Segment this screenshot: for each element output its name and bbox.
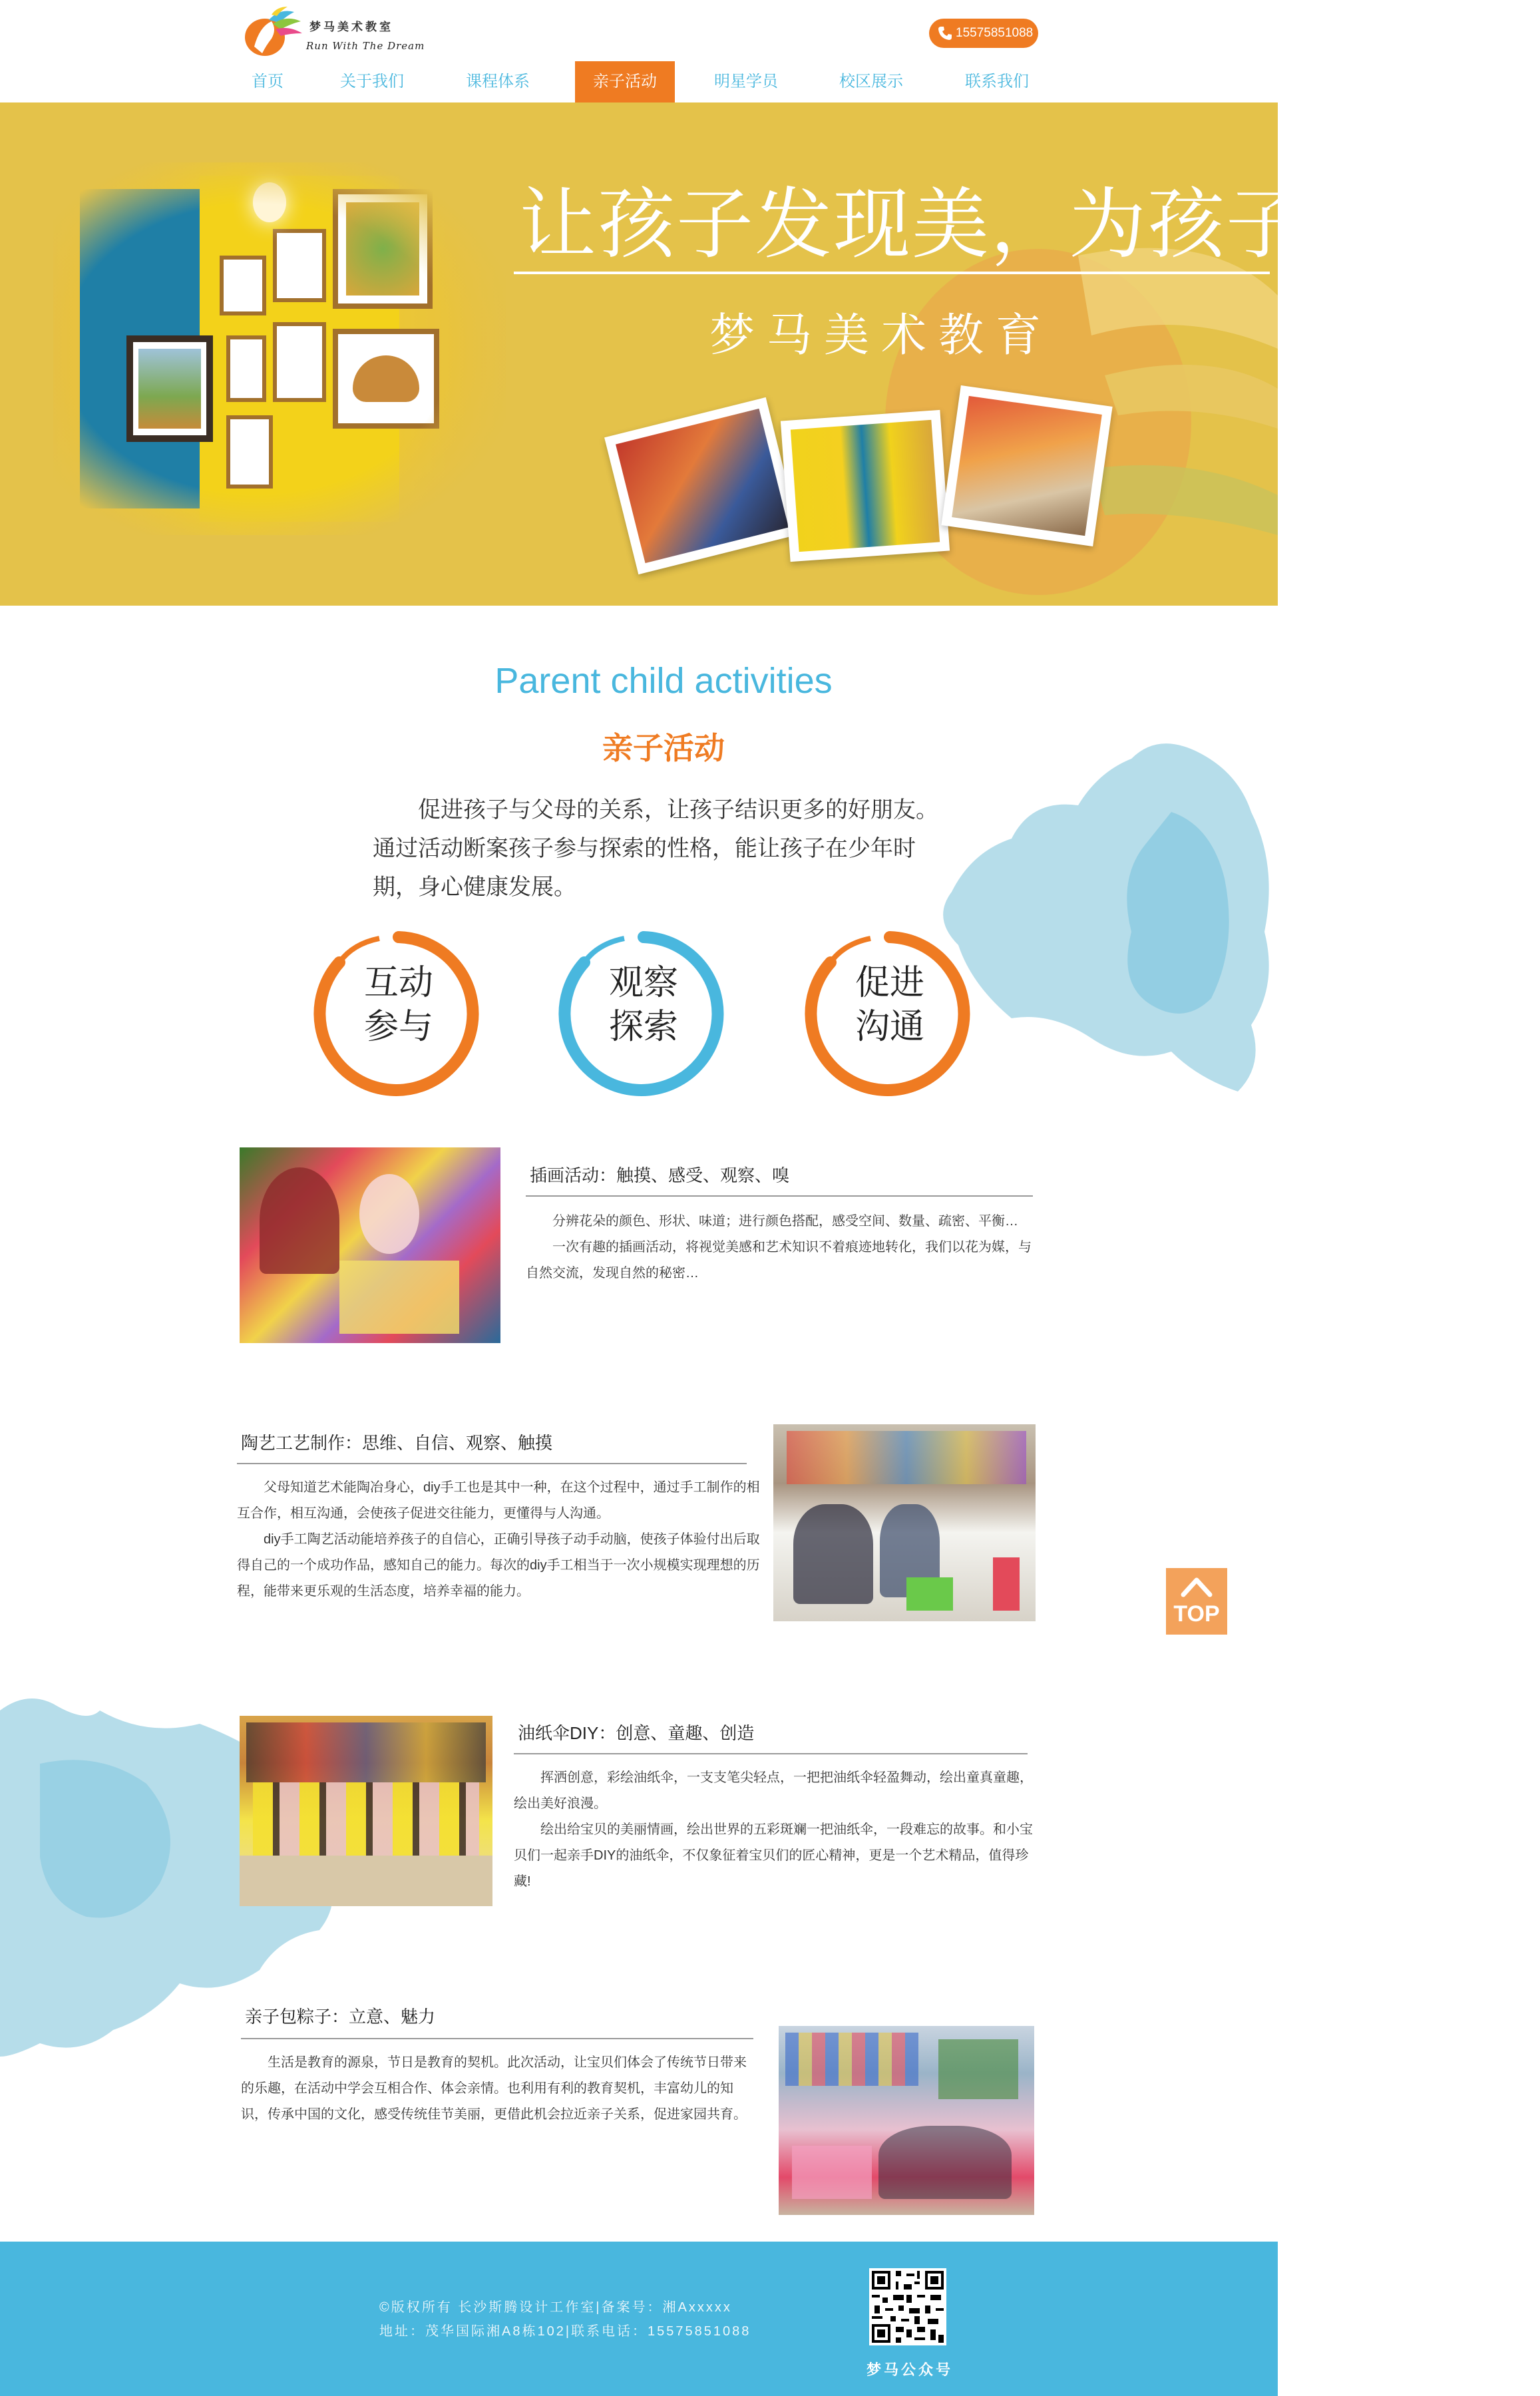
footer-address: 地址：茂华国际湘A8栋102|联系电话：15575851088 [379, 2324, 751, 2339]
site-header [0, 0, 1278, 102]
feature-circle-interact [313, 928, 484, 1099]
activity-title: 陶艺工艺制作：思维、自信、观察、触摸 [241, 1433, 553, 1453]
feature-circle-line2: 参与 [363, 1008, 433, 1046]
activity-paragraph: 生活是教育的源泉，节日是教育的契机。此次活动，让宝贝们体会了传统节日带来的乐趣，在活动中学会互相合作、体会亲情。也利用有利的教育契机，丰富幼儿的知识，传承中国的文化，感受传统佳节美丽，更借此机会拉近亲子关系，促进家园共育。 [241, 2055, 747, 2122]
logo-english-text: Run With The Dream [306, 40, 425, 52]
feature-circle-line1: 促进 [855, 964, 924, 1002]
activity-paragraph: 分辨花朵的颜色、形状、味道；进行颜色搭配，感受空间、数量、疏密、平衡… [552, 1214, 1018, 1229]
activity-title: 亲子包粽子：立意、魅力 [245, 2007, 436, 2027]
nav-contact[interactable]: 联系我们 [965, 73, 1029, 91]
phone-badge[interactable] [929, 19, 1038, 48]
nav-home[interactable]: 首页 [252, 73, 284, 91]
footer-copyright: ©版权所有 长沙斯腾设计工作室|备案号：湘Axxxxx [379, 2300, 732, 2315]
back-to-top-label: TOP [1173, 1601, 1220, 1627]
banner-gallery-photo [53, 162, 506, 535]
activity-divider [514, 1753, 1028, 1754]
banner-subtitle: 梦马美术教育 [709, 309, 1054, 362]
banner-title: 让孩子发现美，为孩子翻译美 [519, 180, 1540, 270]
feature-circle-explore [558, 928, 729, 1099]
activity-description [526, 1209, 1033, 1287]
section-intro-text: 促进孩子与父母的关系，让孩子结识更多的好朋友。通过活动断案孩子参与探索的性格，能让孩子在少年时期，身心健康发展。 [373, 797, 938, 900]
activity-paragraph: diy手工陶艺活动能培养孩子的自信心，正确引导孩子动手动脑，使孩子体验付出后取得自己的一个成功作品，感知自己的能力。每次的diy手工相当于一次小规模实现理想的历程，能带来更乐观的生活态度，培养幸福的能力。 [237, 1532, 760, 1599]
nav-courses[interactable]: 课程体系 [466, 73, 530, 91]
activity-paragraph: 父母知道艺术能陶冶身心，diy手工也是其中一种，在这个过程中，通过手工制作的相互合作，相互沟通，会使孩子促进交往能力，更懂得与人沟通。 [237, 1480, 760, 1521]
activity-divider [526, 1195, 1033, 1197]
activity-photo-umbrella-diy [240, 1716, 492, 1906]
nav-about[interactable]: 关于我们 [340, 73, 404, 91]
activity-description [237, 1475, 763, 1605]
activity-paragraph: 绘出给宝贝的美丽情画，绘出世界的五彩斑斓一把油纸伞，一段难忘的故事。和小宝贝们一起亲手DIY的油纸伞，不仅象征着宝贝们的匠心精神，更是一个艺术精品，值得珍藏! [514, 1822, 1033, 1889]
feature-circle-line1: 互动 [363, 964, 433, 1002]
activity-title: 插画活动：触摸、感受、观察、嗅 [530, 1165, 790, 1185]
activity-photo-flower-arranging [240, 1147, 500, 1343]
activity-divider [237, 1463, 747, 1464]
nav-parent-child[interactable]: 亲子活动 [575, 61, 675, 102]
phone-number: 15575851088 [956, 26, 1034, 40]
activity-photo-zongzi [779, 2026, 1034, 2215]
activity-photo-pottery [773, 1424, 1036, 1621]
horse-logo-icon [240, 7, 306, 57]
up-arrow-icon [1181, 1575, 1213, 1599]
feature-circle-line2: 探索 [608, 1008, 678, 1046]
blue-paint-splash-right [932, 732, 1278, 1105]
banner-photo-1 [604, 397, 800, 574]
site-footer [0, 2242, 1278, 2396]
section-title-chinese: 亲子活动 [602, 731, 725, 765]
section-title-english: Parent child activities [494, 661, 833, 701]
activity-divider [241, 2038, 753, 2039]
activity-paragraph: 一次有趣的插画活动，将视觉美感和艺术知识不着痕迹地转化，我们以花为媒，与自然交流，发现自然的秘密… [526, 1240, 1032, 1281]
phone-icon [937, 25, 953, 41]
activity-description [241, 2050, 753, 2128]
logo-chinese-text: 梦马美术教室 [309, 21, 393, 34]
feature-circle-communicate [804, 928, 976, 1099]
main-nav [240, 61, 1038, 102]
hero-banner [0, 102, 1540, 606]
logo[interactable] [240, 4, 426, 60]
back-to-top-button[interactable] [1166, 1568, 1227, 1635]
nav-campus[interactable]: 校区展示 [839, 73, 903, 91]
banner-photo-3 [941, 385, 1112, 546]
nav-star-students[interactable]: 明星学员 [714, 73, 778, 91]
activity-paragraph: 挥洒创意，彩绘油纸伞，一支支笔尖轻点，一把把油纸伞轻盈舞动，绘出童真童趣，绘出美好浪漫。 [514, 1770, 1033, 1811]
banner-divider [514, 272, 1270, 274]
feature-circle-line2: 沟通 [855, 1008, 924, 1046]
qr-code-label: 梦马公众号 [866, 2361, 953, 2378]
activity-description [514, 1765, 1037, 1895]
qr-code-icon [869, 2268, 946, 2345]
activity-title: 油纸伞DIY：创意、童趣、创造 [518, 1723, 755, 1743]
feature-circle-line1: 观察 [608, 964, 678, 1002]
banner-photo-2 [781, 410, 950, 562]
qr-code [869, 2268, 946, 2345]
